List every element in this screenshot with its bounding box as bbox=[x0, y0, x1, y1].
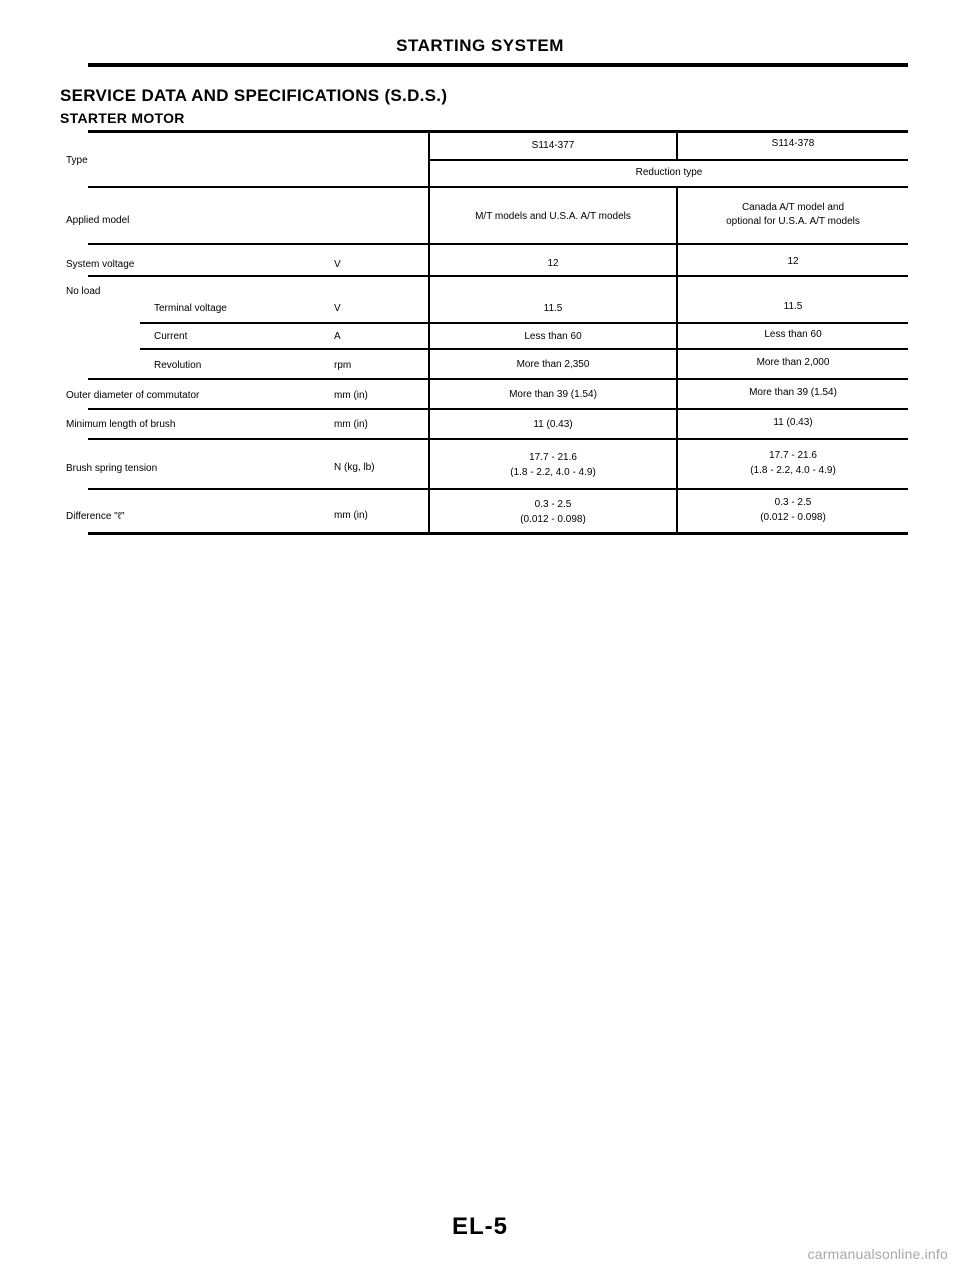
table-top-rule bbox=[88, 130, 908, 133]
table-rule bbox=[88, 408, 908, 410]
revolution-col2: More than 2,000 bbox=[756, 357, 830, 368]
terminal-voltage-unit: V bbox=[334, 303, 341, 314]
revolution-unit: rpm bbox=[334, 360, 352, 371]
watermark: carmanualsonline.info bbox=[807, 1246, 948, 1262]
page-header-title: STARTING SYSTEM bbox=[396, 36, 564, 55]
applied-col1: M/T models and U.S.A. A/T models bbox=[475, 211, 631, 222]
difference-col1-line2: (0.012 - 0.098) bbox=[520, 514, 586, 525]
table-rule bbox=[140, 322, 908, 324]
no-load-label: No load bbox=[66, 286, 101, 297]
table-rule bbox=[88, 488, 908, 490]
model-header-2: S114-378 bbox=[771, 138, 815, 149]
brush-length-col1: 11 (0.43) bbox=[533, 419, 573, 430]
outer-diameter-col1: More than 39 (1.54) bbox=[509, 389, 597, 400]
table-rule bbox=[88, 378, 908, 380]
current-unit: A bbox=[334, 331, 341, 342]
spring-tension-col1-line1: 17.7 - 21.6 bbox=[529, 452, 577, 463]
system-voltage-label: System voltage bbox=[66, 259, 135, 270]
page-number: EL-5 bbox=[451, 1213, 508, 1240]
brush-length-unit: mm (in) bbox=[334, 419, 368, 430]
header-rule bbox=[88, 63, 908, 67]
system-voltage-col1: 12 bbox=[547, 258, 559, 269]
difference-unit: mm (in) bbox=[334, 510, 368, 521]
applied-col2-line2: optional for U.S.A. A/T models bbox=[726, 216, 860, 227]
outer-diameter-unit: mm (in) bbox=[334, 390, 368, 401]
spring-tension-col2-line2: (1.8 - 2.2, 4.0 - 4.9) bbox=[750, 465, 836, 476]
spring-tension-col2-line1: 17.7 - 21.6 bbox=[769, 450, 817, 461]
spring-tension-col1-line2: (1.8 - 2.2, 4.0 - 4.9) bbox=[510, 467, 596, 478]
spring-tension-label: Brush spring tension bbox=[66, 463, 158, 474]
difference-col1-line1: 0.3 - 2.5 bbox=[534, 499, 572, 510]
current-col1: Less than 60 bbox=[524, 331, 582, 342]
difference-col2-line1: 0.3 - 2.5 bbox=[774, 497, 812, 508]
spring-tension-unit: N (kg, lb) bbox=[334, 462, 375, 473]
terminal-voltage-label: Terminal voltage bbox=[154, 303, 227, 314]
table-rule bbox=[140, 348, 908, 350]
applied-label: Applied model bbox=[66, 215, 130, 226]
table-bottom-rule bbox=[88, 532, 908, 535]
revolution-col1: More than 2,350 bbox=[516, 359, 590, 370]
terminal-voltage-col2: 11.5 bbox=[783, 301, 803, 312]
type-value: Reduction type bbox=[635, 167, 703, 178]
outer-diameter-col2: More than 39 (1.54) bbox=[749, 387, 837, 398]
table-rule bbox=[430, 159, 908, 161]
current-col2: Less than 60 bbox=[764, 329, 822, 340]
table-rule bbox=[88, 243, 908, 245]
difference-label: Difference "ℓ" bbox=[66, 511, 125, 522]
current-label: Current bbox=[154, 331, 188, 342]
difference-col2-line2: (0.012 - 0.098) bbox=[760, 512, 826, 523]
brush-length-label: Minimum length of brush bbox=[66, 419, 176, 430]
system-voltage-col2: 12 bbox=[787, 256, 799, 267]
outer-diameter-label: Outer diameter of commutator bbox=[66, 390, 200, 401]
brush-length-col2: 11 (0.43) bbox=[773, 417, 813, 428]
type-label: Type bbox=[66, 155, 88, 166]
terminal-voltage-col1: 11.5 bbox=[543, 303, 563, 314]
table-rule bbox=[88, 275, 908, 277]
table-rule bbox=[88, 438, 908, 440]
applied-col2-line1: Canada A/T model and bbox=[741, 202, 845, 213]
model-header-1: S114-377 bbox=[531, 140, 575, 151]
section-title: SERVICE DATA AND SPECIFICATIONS (S.D.S.) bbox=[60, 86, 448, 105]
table-rule bbox=[88, 186, 908, 188]
revolution-label: Revolution bbox=[154, 360, 202, 371]
subsection-title: STARTER MOTOR bbox=[60, 110, 185, 126]
system-voltage-unit: V bbox=[334, 259, 341, 270]
